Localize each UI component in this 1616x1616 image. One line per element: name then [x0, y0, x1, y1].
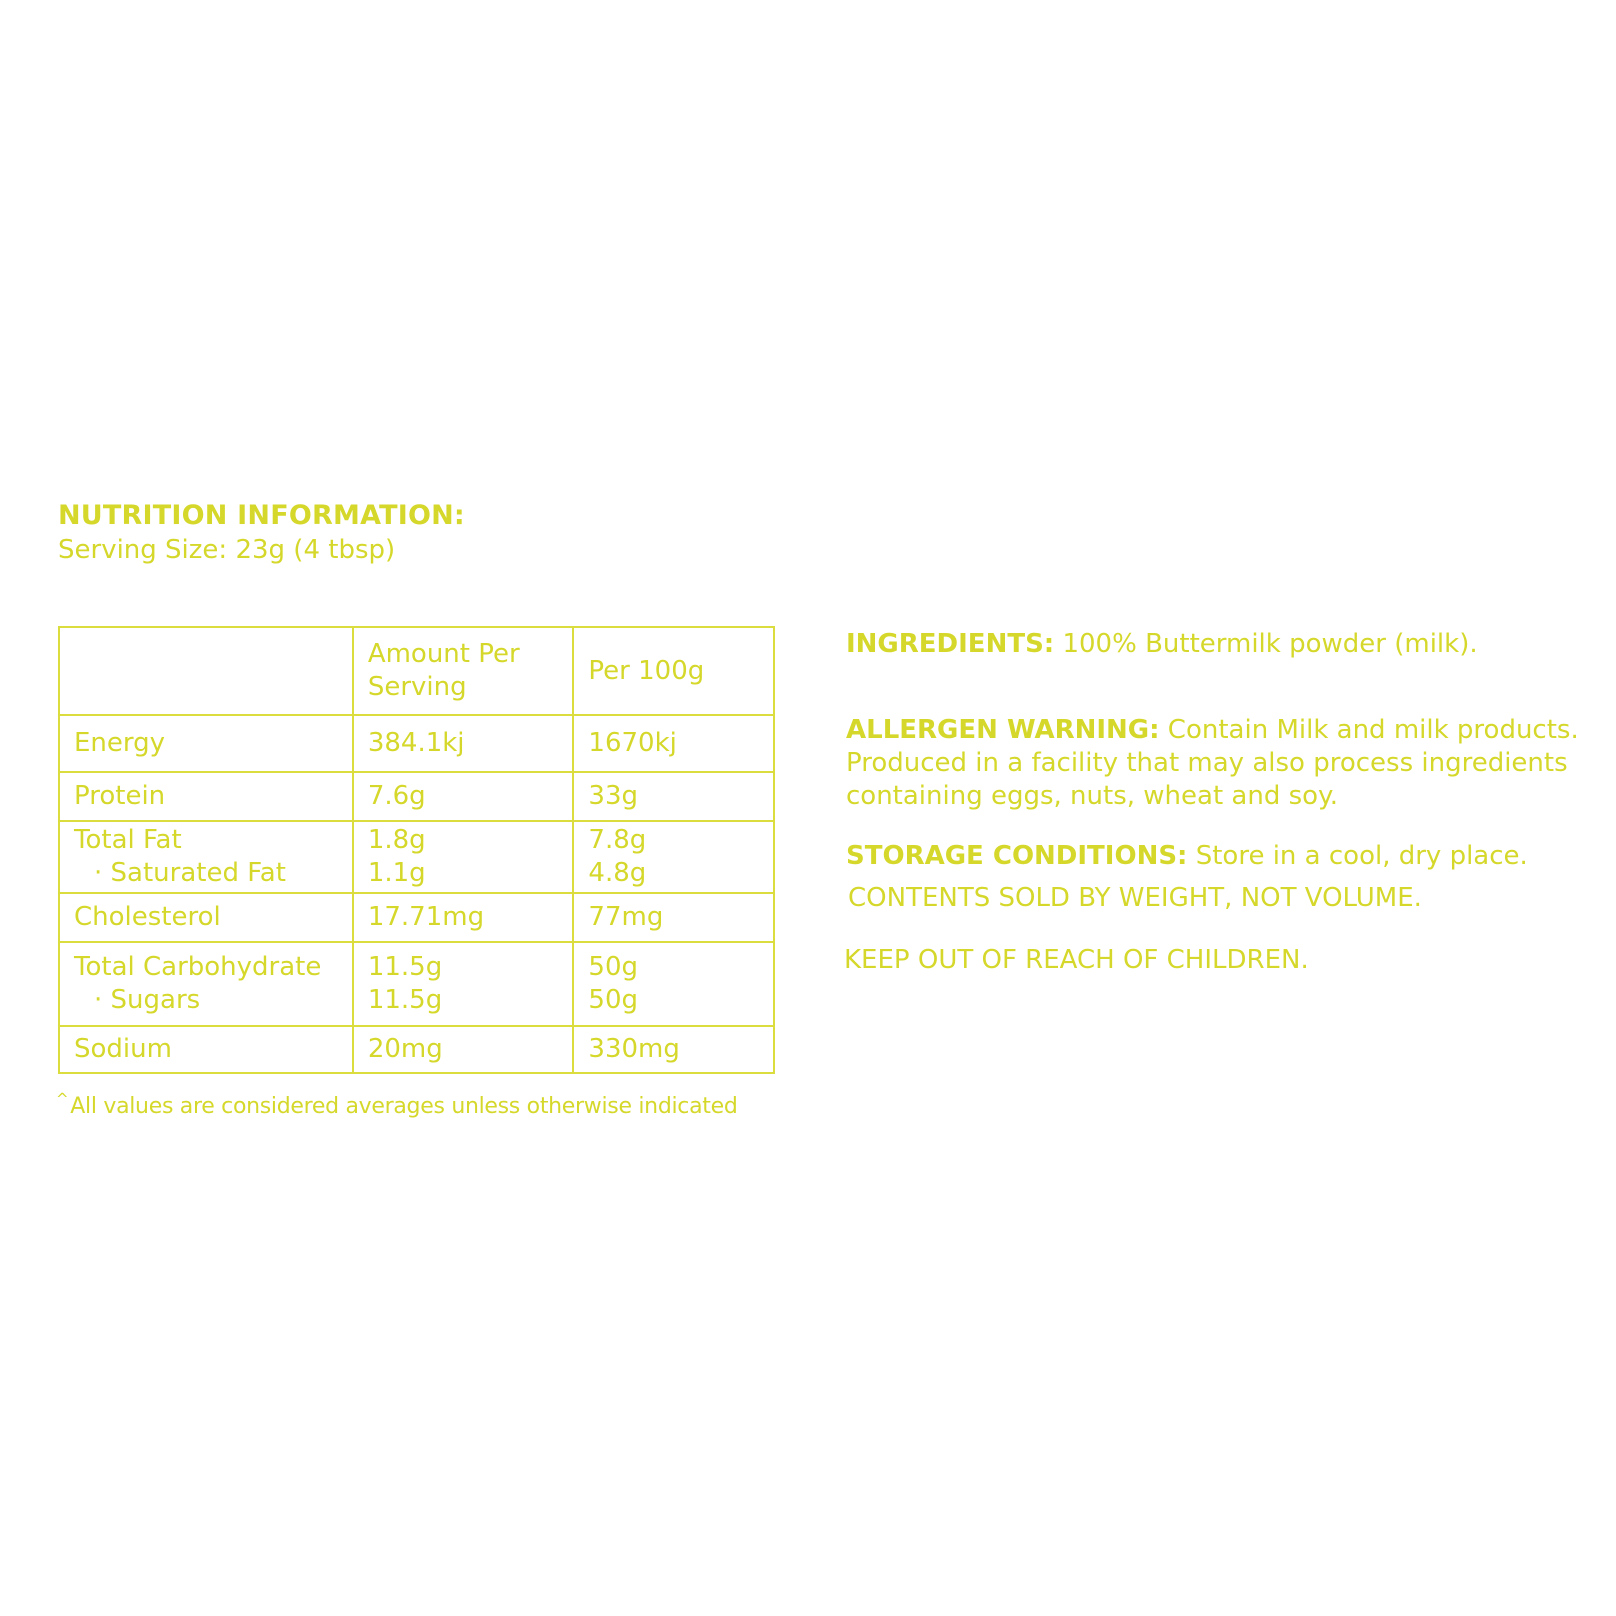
per100-value-cell — [573, 942, 774, 1026]
header-cell-name — [59, 627, 353, 715]
storage-label: STORAGE CONDITIONS: — [846, 841, 1188, 871]
allergen-label: ALLERGEN WARNING: — [846, 715, 1160, 745]
sub-nutrient-name: Sugars — [110, 985, 201, 1015]
per100-value: 1670kj — [573, 715, 774, 772]
table-row — [59, 942, 774, 1026]
footnote — [56, 1090, 738, 1119]
serving-value-cell — [353, 942, 574, 1026]
serving-value: 7.6g — [353, 772, 574, 821]
header-cell-serving: Amount Per Serving — [353, 627, 574, 715]
nutrient-name: Protein — [59, 772, 353, 821]
sub-nutrient-name: Saturated Fat — [110, 858, 286, 888]
serving-value: 1.8g — [367, 825, 426, 855]
per100-value: 50g — [588, 952, 639, 982]
storage-section — [846, 840, 1586, 873]
nutrient-name-cell — [59, 942, 353, 1026]
ingredients-text: 100% Buttermilk powder (milk). — [1054, 629, 1478, 659]
serving-value-cell — [353, 821, 574, 893]
serving-size: Serving Size: 23g (4 tbsp) — [58, 535, 396, 565]
table-row — [59, 821, 774, 893]
serving-value: 11.5g — [367, 952, 443, 982]
serving-value: 384.1kj — [353, 715, 574, 772]
contents-notice: CONTENTS SOLD BY WEIGHT, NOT VOLUME. — [848, 883, 1422, 913]
serving-value: 17.71mg — [353, 893, 574, 942]
footnote-caret: ^ — [56, 1090, 69, 1108]
footnote-text: All values are considered averages unless otherwise indicated — [70, 1094, 738, 1119]
per100-value: 7.8g — [588, 825, 647, 855]
storage-text: Store in a cool, dry place. — [1187, 841, 1528, 871]
allergen-text: Contain Milk and milk products. Produced in a facility that may also process ingredients containing eggs, nuts, wheat and soy. — [846, 715, 1579, 811]
bullet: · — [94, 858, 103, 888]
keep-out-notice: KEEP OUT OF REACH OF CHILDREN. — [844, 945, 1309, 975]
table-row — [59, 1026, 774, 1073]
allergen-section — [846, 714, 1586, 813]
serving-value: 20mg — [353, 1026, 574, 1073]
nutrient-name: Energy — [59, 715, 353, 772]
sub-serving-value: 1.1g — [367, 858, 426, 888]
sub-per100-value: 4.8g — [588, 858, 647, 888]
ingredients-label: INGREDIENTS: — [846, 629, 1055, 659]
table-row — [59, 772, 774, 821]
table-header-row — [59, 627, 774, 715]
per100-value: 77mg — [573, 893, 774, 942]
nutrient-name: Total Fat — [74, 825, 182, 855]
nutrition-heading: NUTRITION INFORMATION: — [58, 500, 465, 531]
per100-value: 33g — [573, 772, 774, 821]
sub-serving-value: 11.5g — [367, 985, 443, 1015]
sub-nutrient-line — [74, 984, 338, 1017]
sub-per100-value: 50g — [588, 985, 639, 1015]
bullet: · — [94, 985, 103, 1015]
sub-nutrient-line — [74, 857, 338, 890]
nutrient-name-cell — [59, 821, 353, 893]
per100-value-cell — [573, 821, 774, 893]
nutrient-name: Total Carbohydrate — [74, 952, 322, 982]
table-row — [59, 715, 774, 772]
table-row — [59, 893, 774, 942]
nutrient-name: Cholesterol — [59, 893, 353, 942]
nutrition-table — [58, 626, 775, 1074]
header-cell-per100: Per 100g — [573, 627, 774, 715]
nutrient-name: Sodium — [59, 1026, 353, 1073]
ingredients-section — [846, 628, 1586, 661]
per100-value: 330mg — [573, 1026, 774, 1073]
